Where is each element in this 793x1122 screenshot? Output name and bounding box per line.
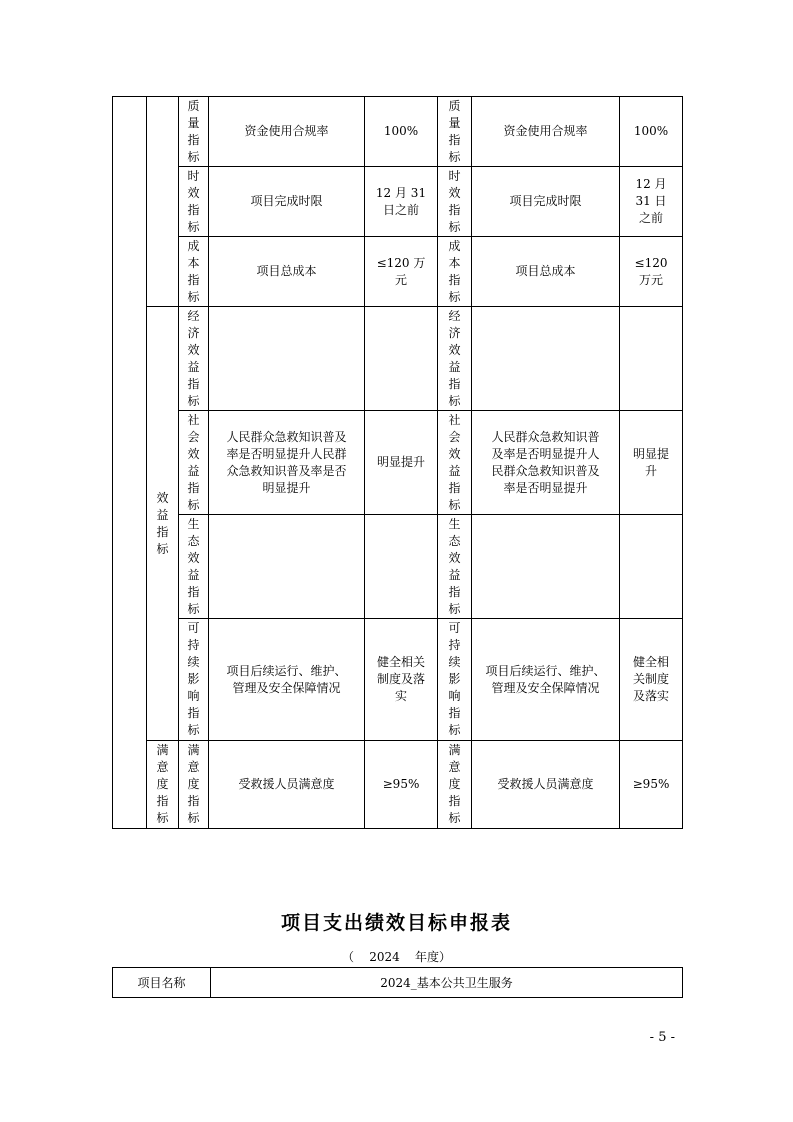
ecological-value xyxy=(365,515,438,619)
social-metric: 人民群众急救知识普及 率是否明显提升人民群 众急救知识普及率是否 明显提升 xyxy=(209,411,365,515)
quality-indicator-label-right: 质 量 指 标 xyxy=(438,97,472,167)
ecological-value-right xyxy=(620,515,683,619)
social-value: 明显提升 xyxy=(365,411,438,515)
ecological-metric-right xyxy=(472,515,620,619)
timeliness-metric-right: 项目完成时限 xyxy=(472,167,620,237)
social-indicator-label-right: 社 会 效 益 指 标 xyxy=(438,411,472,515)
project-info-table xyxy=(112,967,683,998)
timeliness-indicator-label-right: 时 效 指 标 xyxy=(438,167,472,237)
project-name-value: 2024_基本公共卫生服务 xyxy=(211,968,683,998)
economic-metric xyxy=(209,307,365,411)
timeliness-value-right: 12 月 31 日 之前 xyxy=(620,167,683,237)
satisfaction-value-right: ≥95% xyxy=(620,741,683,829)
quality-metric: 资金使用合规率 xyxy=(209,97,365,167)
satisfaction-value: ≥95% xyxy=(365,741,438,829)
social-value-right: 明显提 升 xyxy=(620,411,683,515)
ecological-metric xyxy=(209,515,365,619)
cost-indicator-label-right: 成 本 指 标 xyxy=(438,237,472,307)
quality-value: 100% xyxy=(365,97,438,167)
cost-indicator-label: 成 本 指 标 xyxy=(179,237,209,307)
economic-metric-right xyxy=(472,307,620,411)
sustainable-value: 健全相关 制度及落 实 xyxy=(365,619,438,741)
project-name-label: 项目名称 xyxy=(113,968,211,998)
ecological-indicator-label: 生 态 效 益 指 标 xyxy=(179,515,209,619)
economic-indicator-label-right: 经 济 效 益 指 标 xyxy=(438,307,472,411)
satisfaction-indicator-group: 满 意 度 指 标 xyxy=(147,741,179,829)
sustainable-value-right: 健全相 关制度 及落实 xyxy=(620,619,683,741)
output-indicator-group-cell xyxy=(147,97,179,307)
cost-value-right: ≤120 万元 xyxy=(620,237,683,307)
cost-value: ≤120 万 元 xyxy=(365,237,438,307)
social-indicator-label: 社 会 效 益 指 标 xyxy=(179,411,209,515)
section-title: 项目支出绩效目标申报表 xyxy=(280,912,512,934)
sustainable-metric-right: 项目后续运行、维护、 管理及安全保障情况 xyxy=(472,619,620,741)
quality-indicator-label: 质 量 指 标 xyxy=(179,97,209,167)
timeliness-value: 12 月 31 日之前 xyxy=(365,167,438,237)
quality-value-right: 100% xyxy=(620,97,683,167)
page-number: - 5 - xyxy=(649,1030,675,1045)
social-metric-right: 人民群众急救知识普 及率是否明显提升人 民群众急救知识普及 率是否明显提升 xyxy=(472,411,620,515)
cost-metric: 项目总成本 xyxy=(209,237,365,307)
sustainable-indicator-label: 可 持 续 影 响 指 标 xyxy=(179,619,209,741)
satisfaction-indicator-label: 满 意 度 指 标 xyxy=(179,741,209,829)
satisfaction-metric-right: 受救援人员满意度 xyxy=(472,741,620,829)
timeliness-indicator-label: 时 效 指 标 xyxy=(179,167,209,237)
quality-metric-right: 资金使用合规率 xyxy=(472,97,620,167)
timeliness-metric: 项目完成时限 xyxy=(209,167,365,237)
economic-indicator-label: 经 济 效 益 指 标 xyxy=(179,307,209,411)
year-line: （ 2024 年度） xyxy=(341,950,452,964)
satisfaction-metric: 受救援人员满意度 xyxy=(209,741,365,829)
cost-metric-right: 项目总成本 xyxy=(472,237,620,307)
performance-indicator-table xyxy=(112,96,683,829)
level1-indicator-cell xyxy=(113,97,147,829)
satisfaction-indicator-label-right: 满 意 度 指 标 xyxy=(438,741,472,829)
sustainable-indicator-label-right: 可 持 续 影 响 指 标 xyxy=(438,619,472,741)
economic-value-right xyxy=(620,307,683,411)
economic-value xyxy=(365,307,438,411)
ecological-indicator-label-right: 生 态 效 益 指 标 xyxy=(438,515,472,619)
benefit-indicator-group: 效 益 指 标 xyxy=(147,307,179,741)
sustainable-metric: 项目后续运行、维护、 管理及安全保障情况 xyxy=(209,619,365,741)
